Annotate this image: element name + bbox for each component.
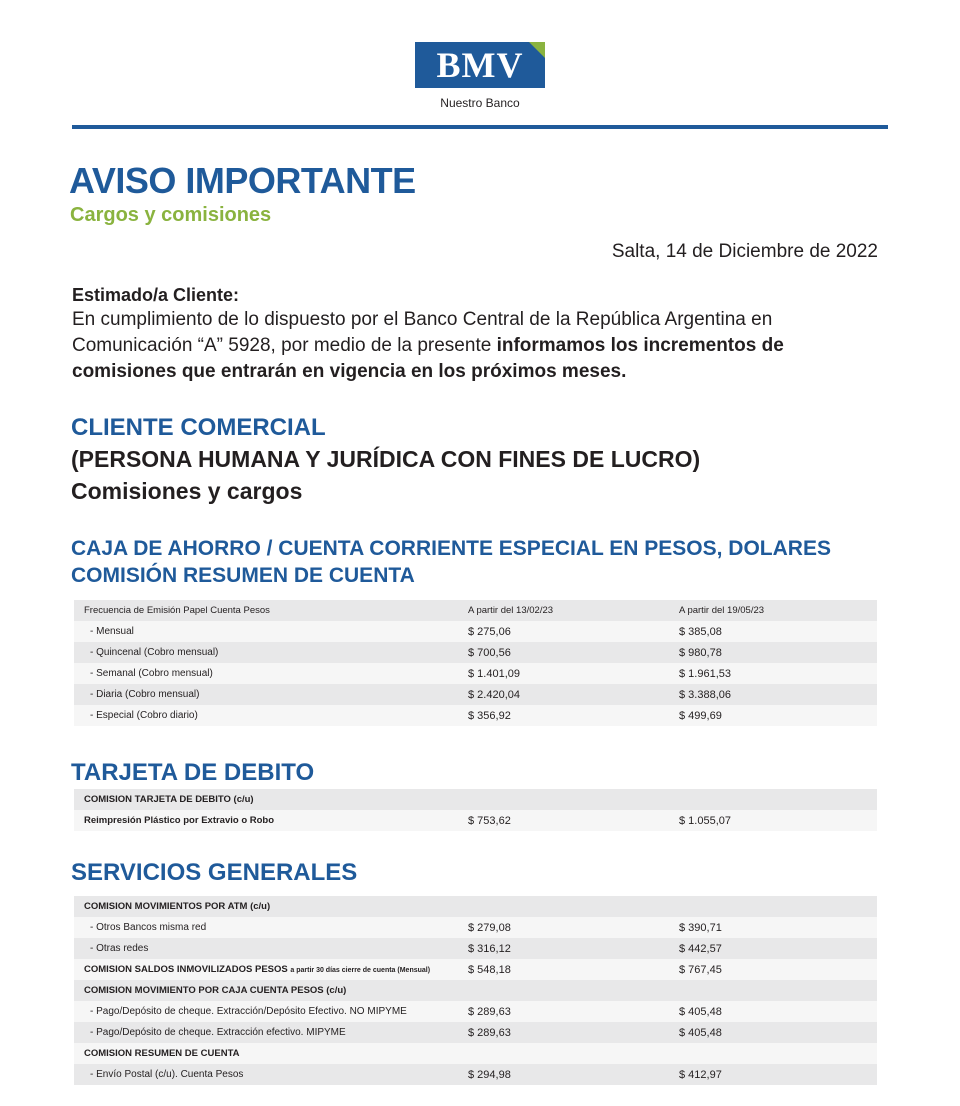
row-label: - Diaria (Cobro mensual)	[90, 689, 200, 700]
row-label: - Pago/Depósito de cheque. Extracción efectivo. MIPYME	[90, 1027, 346, 1038]
row-value: $ 980,78	[679, 647, 722, 659]
table-row	[74, 1043, 877, 1064]
row-value: $ 356,92	[468, 710, 511, 722]
table-row	[74, 1064, 877, 1085]
caja-title: CAJA DE AHORRO / CUENTA CORRIENTE ESPECIAL EN PESOS, DOLARES	[71, 537, 831, 560]
column-header: A partir del 19/05/23	[679, 605, 765, 616]
table-row	[74, 1022, 877, 1043]
row-label: - Otras redes	[90, 943, 149, 954]
row-value: $ 700,56	[468, 647, 511, 659]
logo-subtitle: Nuestro Banco	[440, 96, 520, 110]
row-value: $ 412,97	[679, 1069, 722, 1081]
table-row	[74, 938, 877, 959]
row-value: $ 1.055,07	[679, 815, 731, 827]
column-header: A partir del 13/02/23	[468, 605, 554, 616]
table-row	[74, 980, 877, 1001]
row-value: $ 1.961,53	[679, 668, 731, 680]
page-subtitle: Cargos y comisiones	[70, 204, 272, 226]
row-value: $ 548,18	[468, 964, 511, 976]
intro-paragraph	[72, 307, 892, 385]
row-label: - Mensual	[90, 626, 134, 637]
table-row	[74, 684, 877, 705]
row-value: $ 289,63	[468, 1006, 511, 1018]
header-divider	[72, 125, 888, 129]
greeting: Estimado/a Cliente:	[72, 285, 240, 305]
row-label: COMISION RESUMEN DE CUENTA	[84, 1048, 240, 1059]
logo-text: BMV	[436, 45, 524, 85]
caja-table	[74, 600, 877, 726]
table-row	[74, 789, 877, 810]
section-client-title: CLIENTE COMERCIAL	[71, 414, 326, 441]
row-value: $ 753,62	[468, 815, 511, 827]
servicios-table	[74, 896, 877, 1085]
table-row	[74, 705, 877, 726]
table-row	[74, 896, 877, 917]
row-label: - Semanal (Cobro mensual)	[90, 668, 213, 679]
debito-title: TARJETA DE DEBITO	[71, 759, 315, 786]
row-label-note: a partir 30 días cierre de cuenta (Mensual)	[290, 967, 431, 974]
row-value: $ 405,48	[679, 1006, 722, 1018]
row-label: - Envío Postal (c/u). Cuenta Pesos	[90, 1069, 244, 1080]
caja-subtitle: COMISIÓN RESUMEN DE CUENTA	[71, 564, 415, 587]
row-label: - Otros Bancos misma red	[90, 922, 207, 933]
column-header: Frecuencia de Emisión Papel Cuenta Pesos	[84, 605, 270, 616]
table-row	[74, 810, 877, 831]
row-value: $ 2.420,04	[468, 689, 520, 701]
row-value: $ 275,06	[468, 626, 511, 638]
row-value: $ 1.401,09	[468, 668, 520, 680]
servicios-title: SERVICIOS GENERALES	[71, 859, 358, 886]
table-row	[74, 959, 877, 980]
row-label: COMISION MOVIMIENTOS POR ATM (c/u)	[84, 901, 271, 912]
row-label: COMISION TARJETA DE DEBITO (c/u)	[84, 794, 254, 805]
row-value: $ 442,57	[679, 943, 722, 955]
row-label: COMISION MOVIMIENTO POR CAJA CUENTA PESOS (c/u)	[84, 985, 347, 996]
row-label-text: COMISION SALDOS INMOVILIZADOS PESOS	[84, 964, 288, 975]
table-row	[74, 663, 877, 684]
row-value: $ 767,45	[679, 964, 722, 976]
row-value: $ 279,08	[468, 922, 511, 934]
bank-logo	[415, 42, 545, 88]
row-value: $ 405,48	[679, 1027, 722, 1039]
row-label: - Especial (Cobro diario)	[90, 710, 198, 721]
section-client-subtitle2: Comisiones y cargos	[71, 478, 303, 504]
page-title: AVISO IMPORTANTE	[69, 160, 416, 201]
row-value: $ 294,98	[468, 1069, 511, 1081]
section-client-subtitle: (PERSONA HUMANA Y JURÍDICA CON FINES DE LUCRO)	[71, 446, 701, 472]
intro-text-bold: informamos los incrementos de comisiones que entrarán en vigencia en los próximos meses.	[72, 335, 784, 382]
row-value: $ 289,63	[468, 1027, 511, 1039]
debito-table	[74, 789, 877, 831]
row-value: $ 499,69	[679, 710, 722, 722]
table-row	[74, 1001, 877, 1022]
table-row	[74, 917, 877, 938]
row-value: $ 390,71	[679, 922, 722, 934]
row-label: - Pago/Depósito de cheque. Extracción/Depósito Efectivo. NO MIPYME	[90, 1006, 407, 1017]
row-label: - Quincenal (Cobro mensual)	[90, 647, 219, 658]
table-header-row	[74, 600, 877, 621]
row-value: $ 385,08	[679, 626, 722, 638]
table-row	[74, 621, 877, 642]
row-label	[84, 964, 430, 975]
row-value: $ 3.388,06	[679, 689, 731, 701]
row-value: $ 316,12	[468, 943, 511, 955]
table-row	[74, 642, 877, 663]
document-date: Salta, 14 de Diciembre de 2022	[611, 241, 878, 262]
row-label: Reimpresión Plástico por Extravio o Robo	[84, 815, 275, 826]
intro-text: En cumplimiento de lo dispuesto por el Banco Central de la República Argentina en Comunicación “A” 5928, por medio de la presente	[72, 309, 773, 356]
